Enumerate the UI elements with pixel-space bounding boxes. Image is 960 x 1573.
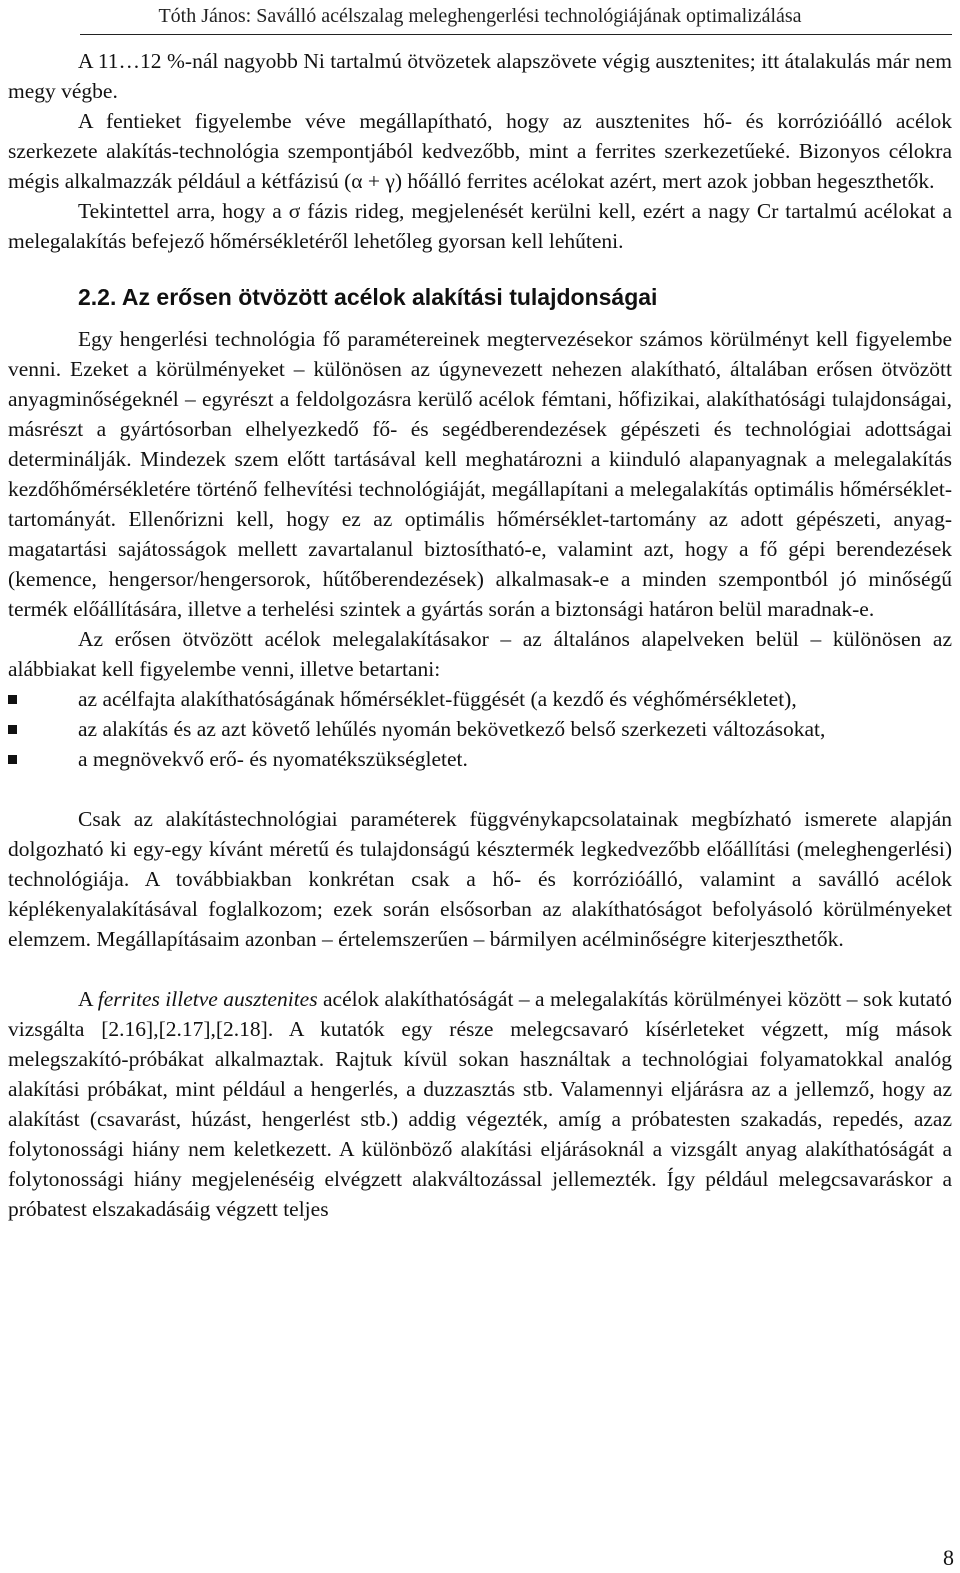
bullet-list <box>8 684 952 774</box>
list-item-text: az acélfajta alakíthatóságának hőmérséklet-függését (a kezdő és véghőmérsékletet), <box>78 687 797 711</box>
paragraph: Egy hengerlési technológia fő paramétereinek megtervezésekor számos körülményt kell figyelembe venni. Ezeket a körülményeket – különösen az úgynevezett nehezen alakítható, általában erősen ötvözött anyagminőségeknél – egyrészt a feldolgozásra kerülő acélok fémtani, hőfizikai, alakíthatósági tulajdonságai, másrészt a gyártósorban elhelyezkedő fő- és segédberendezések gépészeti és technológiai adottságai determinálják. Mindezek szem előtt tartásával kell meghatározni a kiinduló alapanyagnak a melegalakítás kezdőhőmérsékletére történő felhevítési technológiáját, megállapítani a melegalakítás optimális hőmérséklet-tartományát. Ellenőrizni kell, hogy ez az optimális hőmérséklet-tartomány az adott gépészeti, anyag-magatartási sajátosságok mellett zavartalanul biztosítható-e, valamint azt, hogy a fő gépi berendezések (kemence, hengersor/hengersorok, hűtőberendezések) alkalmasak-e a minden szempontból jó minőségű termék előállítására, illetve a terhelési szintek a gyártás során a biztonsági határon belül maradnak-e. <box>8 327 952 621</box>
paragraph: Az erősen ötvözött acélok melegalakításakor – az általános alapelveken belül – különösen az alábbiakat kell figyelembe venni, illetve betartani: <box>8 627 952 681</box>
paragraph-text: acélok alakíthatóságát – a melegalakítás körülményei között – sok kutató vizsgálta [2.16],[2.17],[2.18]. A kutatók egy része melegcsavaró kísérleteket végzett, míg mások melegszakító-próbákat alkalmaztak. Rajtuk kívül sokan használtak a technológiai folyamatokkal analóg alakítási próbákat, mint például a hengerlés, a duzzasztás stb. Valamennyi eljárásra az a jellemző, hogy az alakítást (csavarást, húzást, hengerlést stb.) addig végezték, amíg a próbatesten szakadás, repedés, azaz folytonossági hiány nem keletkezett. A különböző alakítási eljárásoknál a vizsgált anyag alakíthatóságát a folytonossági hiány megjelenéséig elvégzett alakváltozással jellemezték. Így például melegcsavaráskor a próbatest elszakadásáig végzett teljes <box>8 987 952 1221</box>
page-number: 8 <box>943 1545 954 1570</box>
header-rule <box>80 34 952 35</box>
paragraph: Csak az alakítástechnológiai paraméterek függvénykapcsolatainak megbízható ismerete alapján dolgozható ki egy-egy kívánt méretű és tulajdonságú késztermék legkedvezőbb előállítási (meleghengerlési) technológiája. A továbbiakban konkrétan csak a hő- és korrózióálló, valamint a saválló acélok képlékenyalakításával foglalkozom; ezek során elsősorban az alakíthatóságot befolyásoló körülményeket elemzem. Megállapításaim azonban – értelemszerűen – bármilyen acélminőségre kiterjeszthetők. <box>8 807 952 951</box>
emphasis-text: ferrites illetve ausztenites <box>97 987 318 1011</box>
list-item <box>8 714 952 744</box>
list-item-text: az alakítás és az azt követő lehűlés nyomán bekövetkező belső szerkezeti változásokat, <box>78 717 826 741</box>
paragraph: A fentieket figyelembe véve megállapítható, hogy az ausztenites hő- és korrózióálló acélok szerkezete alakítás-technológia szempontjából kedvezőbb, mint a ferrites szerkezetűeké. Bizonyos célokra mégis alkalmazzák például a kétfázisú (α + γ) hőálló ferrites acélokat azért, mert azok jobban hegeszthetők. <box>8 109 952 193</box>
square-bullet-icon <box>8 695 17 704</box>
page-content <box>8 46 952 1224</box>
list-item <box>8 684 952 714</box>
list-item-text: a megnövekvő erő- és nyomatékszükségletet. <box>78 747 468 771</box>
square-bullet-icon <box>8 755 17 764</box>
square-bullet-icon <box>8 725 17 734</box>
paragraph-text: A <box>78 987 98 1011</box>
running-header: Tóth János: Saválló acélszalag meleghengerlési technológiájának optimalizálása <box>158 5 802 27</box>
paragraph: Tekintettel arra, hogy a σ fázis rideg, megjelenését kerülni kell, ezért a nagy Cr tartalmú acélokat a melegalakítás befejező hőmérsékletéről lehetőleg gyorsan kell lehűteni. <box>8 199 952 253</box>
paragraph: A 11…12 %-nál nagyobb Ni tartalmú ötvözetek alapszövete végig ausztenites; itt átalakulás már nem megy végbe. <box>8 49 952 103</box>
section-heading: 2.2. Az erősen ötvözött acélok alakítási tulajdonságai <box>78 284 658 310</box>
list-item <box>8 744 952 774</box>
paragraph <box>8 984 952 1224</box>
